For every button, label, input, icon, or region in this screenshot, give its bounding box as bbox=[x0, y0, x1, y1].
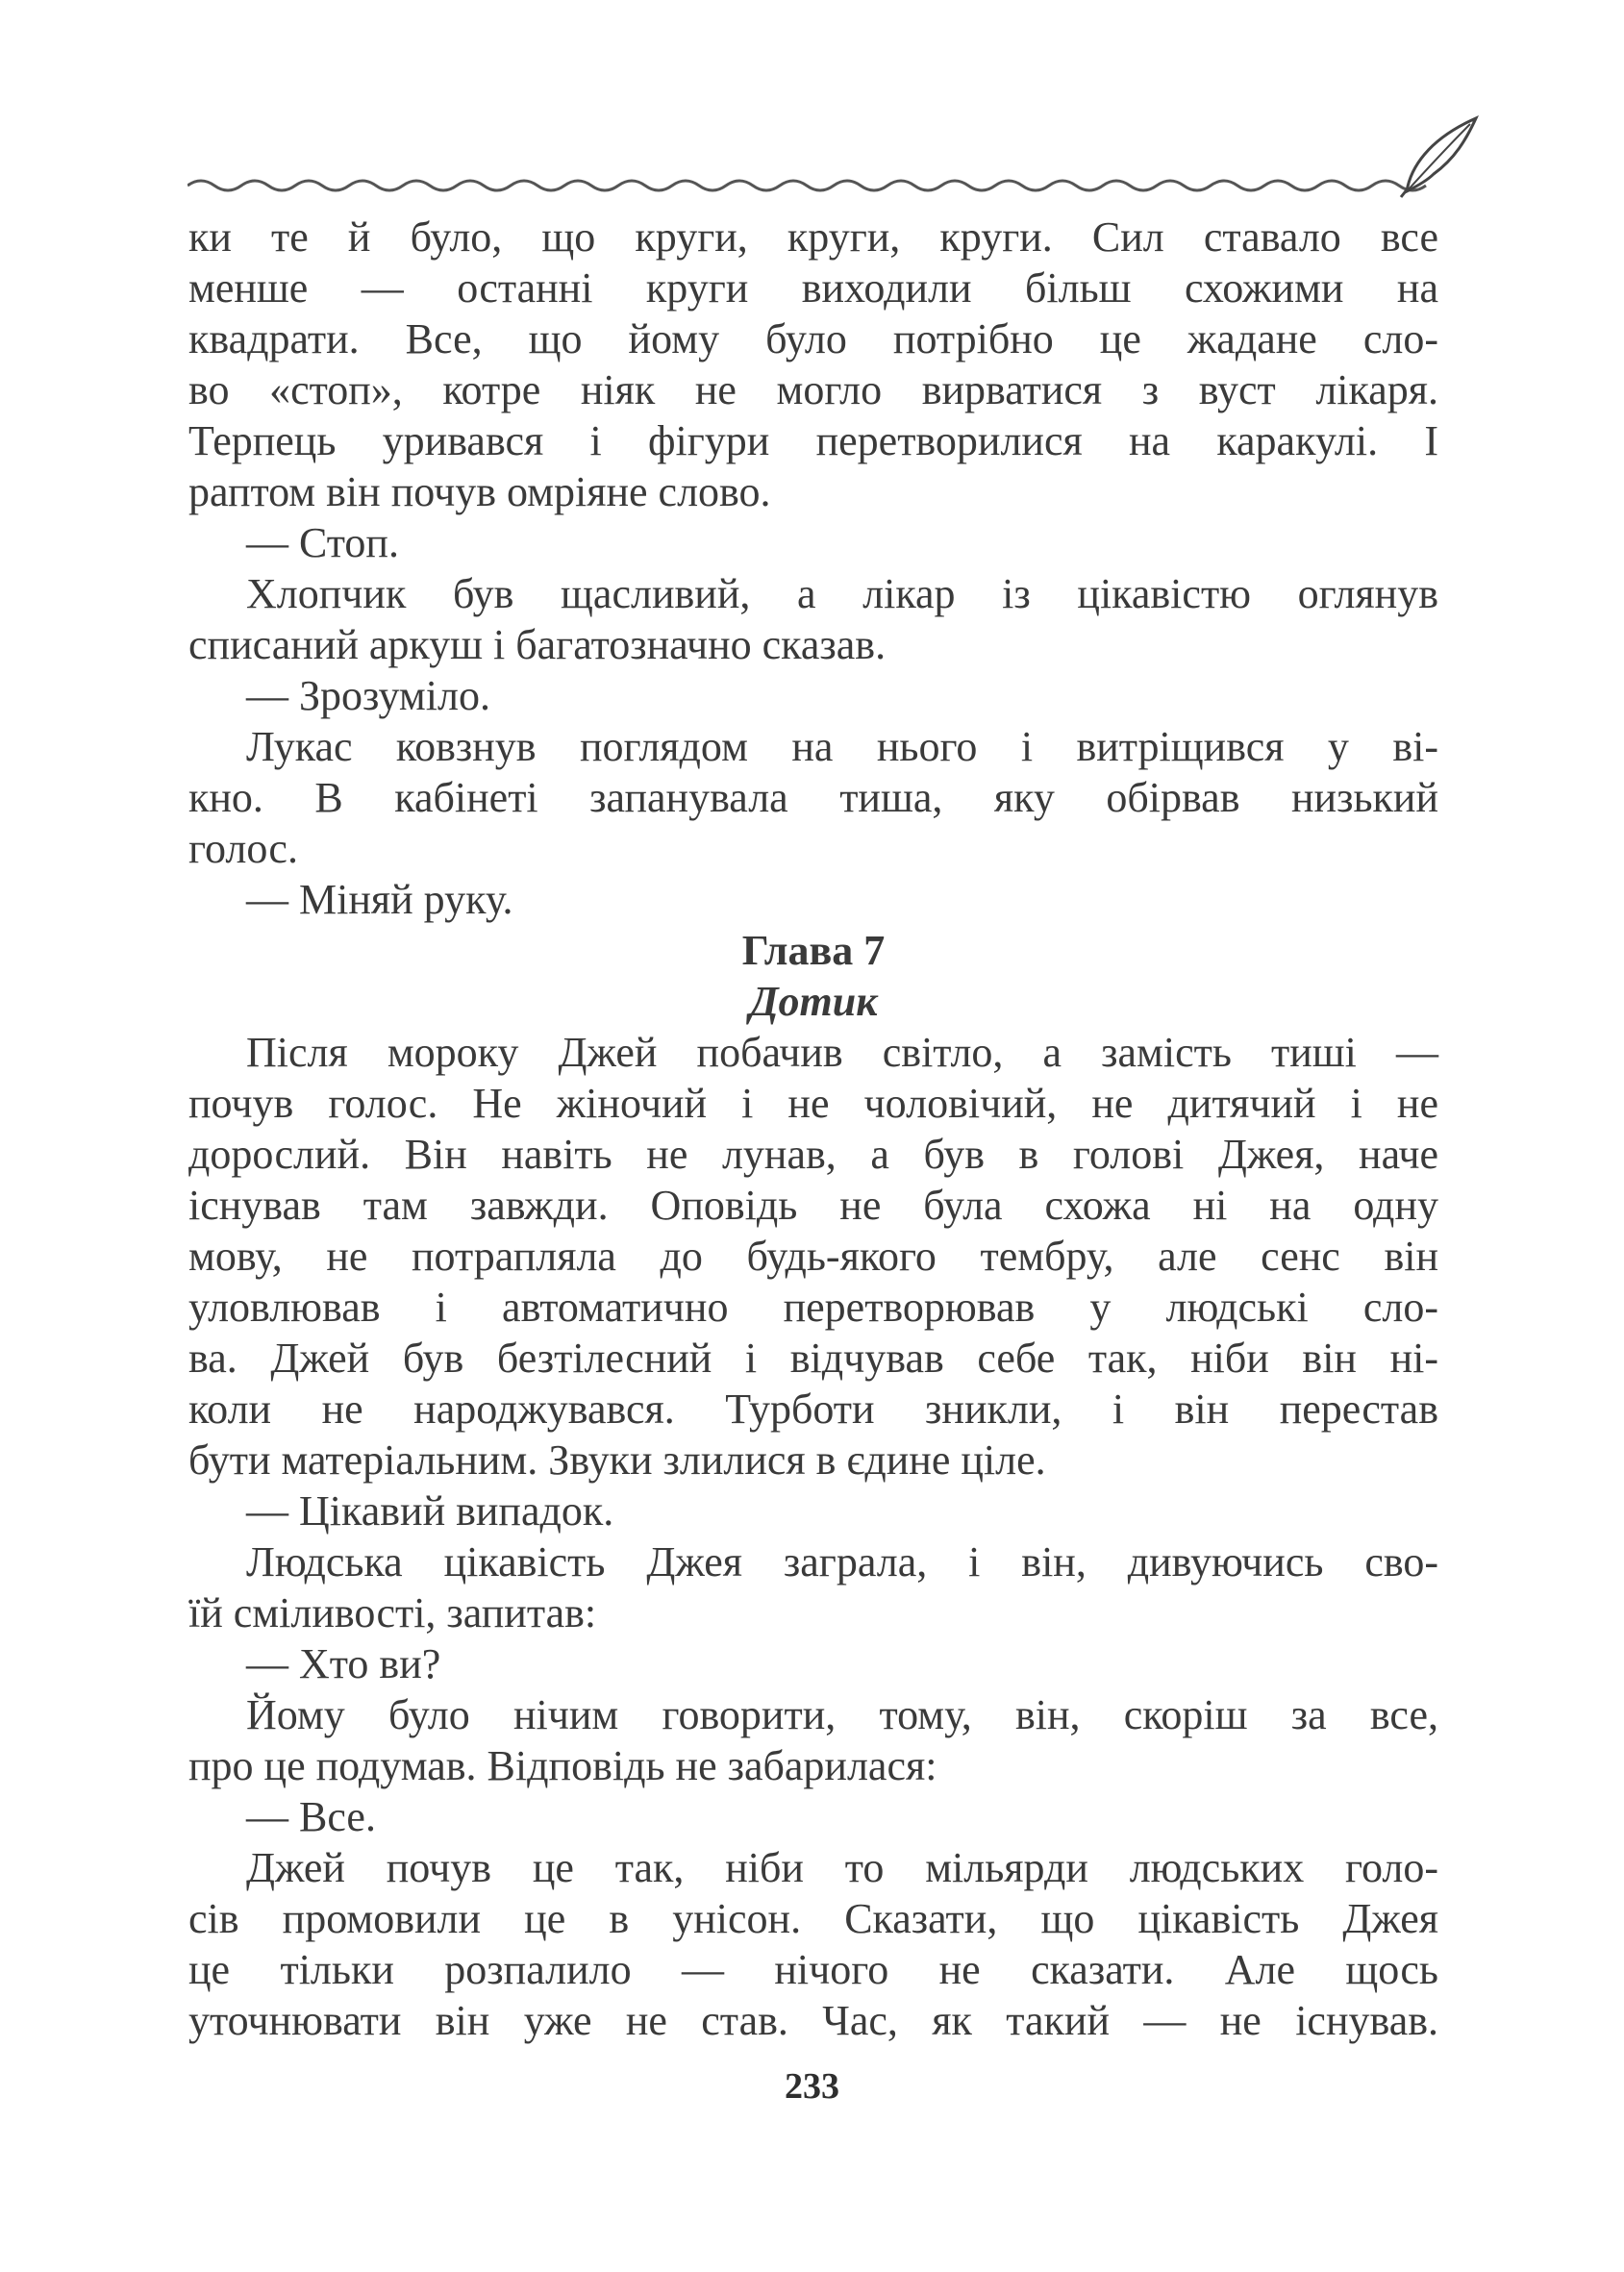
text-line: про це подумав. Відповідь не забарилася: bbox=[188, 1742, 937, 1789]
wave-line bbox=[187, 181, 1426, 190]
wave-divider-ornament bbox=[187, 111, 1481, 202]
text-line: ки те й було, що круги, круги, круги. Сил ставало все bbox=[188, 213, 1438, 261]
text-line: во «стоп», котре ніяк не могло вирватися з вуст лікаря. bbox=[188, 366, 1438, 413]
dialogue-line: — Цікавий випадок. bbox=[246, 1487, 614, 1535]
text-line: це тільки розпалило — нічого не сказати. Але щось bbox=[188, 1946, 1438, 1993]
text-line: списаний аркуш і багатозначно сказав. bbox=[188, 621, 887, 668]
dialogue-line: — Міняй руку. bbox=[246, 876, 513, 923]
text-line: їй сміливості, запитав: bbox=[188, 1589, 597, 1636]
text-line: уточнювати він уже не став. Час, як такий — не існував. bbox=[188, 1997, 1438, 2044]
text-line: голос. bbox=[188, 825, 298, 872]
text-line: кно. В кабінеті запанувала тиша, яку обірвав низький bbox=[188, 774, 1438, 821]
text-line: квадрати. Все, що йому було потрібно це жадане сло- bbox=[188, 315, 1438, 362]
text-line: Лукас ковзнув поглядом на нього і витріщився у ві- bbox=[246, 723, 1438, 770]
quill-feather-icon bbox=[1401, 118, 1476, 197]
text-line: коли не народжувався. Турботи зникли, і він перестав bbox=[188, 1386, 1438, 1433]
text-line: Джей почув це так, ніби то мільярди людських голо- bbox=[246, 1844, 1438, 1891]
dialogue-line: — Все. bbox=[246, 1793, 376, 1840]
text-line: Хлопчик був щасливий, а лікар із цікавістю оглянув bbox=[246, 570, 1438, 617]
text-line: Людська цікавість Джея заграла, і він, дивуючись сво- bbox=[246, 1538, 1438, 1585]
text-line: Терпець уривався і фігури перетворилися на каракулі. І bbox=[188, 417, 1438, 464]
text-line: дорослий. Він навіть не лунав, а був в голові Джея, наче bbox=[188, 1131, 1438, 1178]
text-line: існував там завжди. Оповідь не була схожа ні на одну bbox=[188, 1182, 1438, 1229]
page-text bbox=[188, 212, 1438, 2046]
dialogue-line: — Хто ви? bbox=[246, 1640, 441, 1687]
text-line: раптом він почув омріяне слово. bbox=[188, 468, 771, 515]
page-number: 233 bbox=[785, 2066, 839, 2107]
text-line: сів промовили це в унісон. Сказати, що цікавість Джея bbox=[188, 1895, 1438, 1942]
chapter-title: Глава 7 bbox=[741, 927, 886, 974]
text-line: почув голос. Не жіночий і не чоловічий, не дитячий і не bbox=[188, 1080, 1438, 1127]
text-line: Йому було нічим говорити, тому, він, скоріш за все, bbox=[246, 1691, 1438, 1738]
text-line: менше — останні круги виходили більш схожими на bbox=[188, 264, 1438, 312]
text-line: мову, не потрапляла до будь-якого тембру, але сенс він bbox=[188, 1233, 1438, 1280]
dialogue-line: — Стоп. bbox=[246, 519, 399, 566]
text-line: уловлював і автоматично перетворював у людські сло- bbox=[188, 1284, 1438, 1331]
text-line: ва. Джей був безтілесний і відчував себе так, ніби він ні- bbox=[188, 1335, 1438, 1382]
text-line: бути матеріальним. Звуки злилися в єдине ціле. bbox=[188, 1436, 1046, 1484]
dialogue-line: — Зрозуміло. bbox=[246, 672, 490, 719]
chapter-subtitle: Дотик bbox=[749, 978, 878, 1025]
text-line: Після мороку Джей побачив світло, а замість тиші — bbox=[246, 1029, 1438, 1076]
